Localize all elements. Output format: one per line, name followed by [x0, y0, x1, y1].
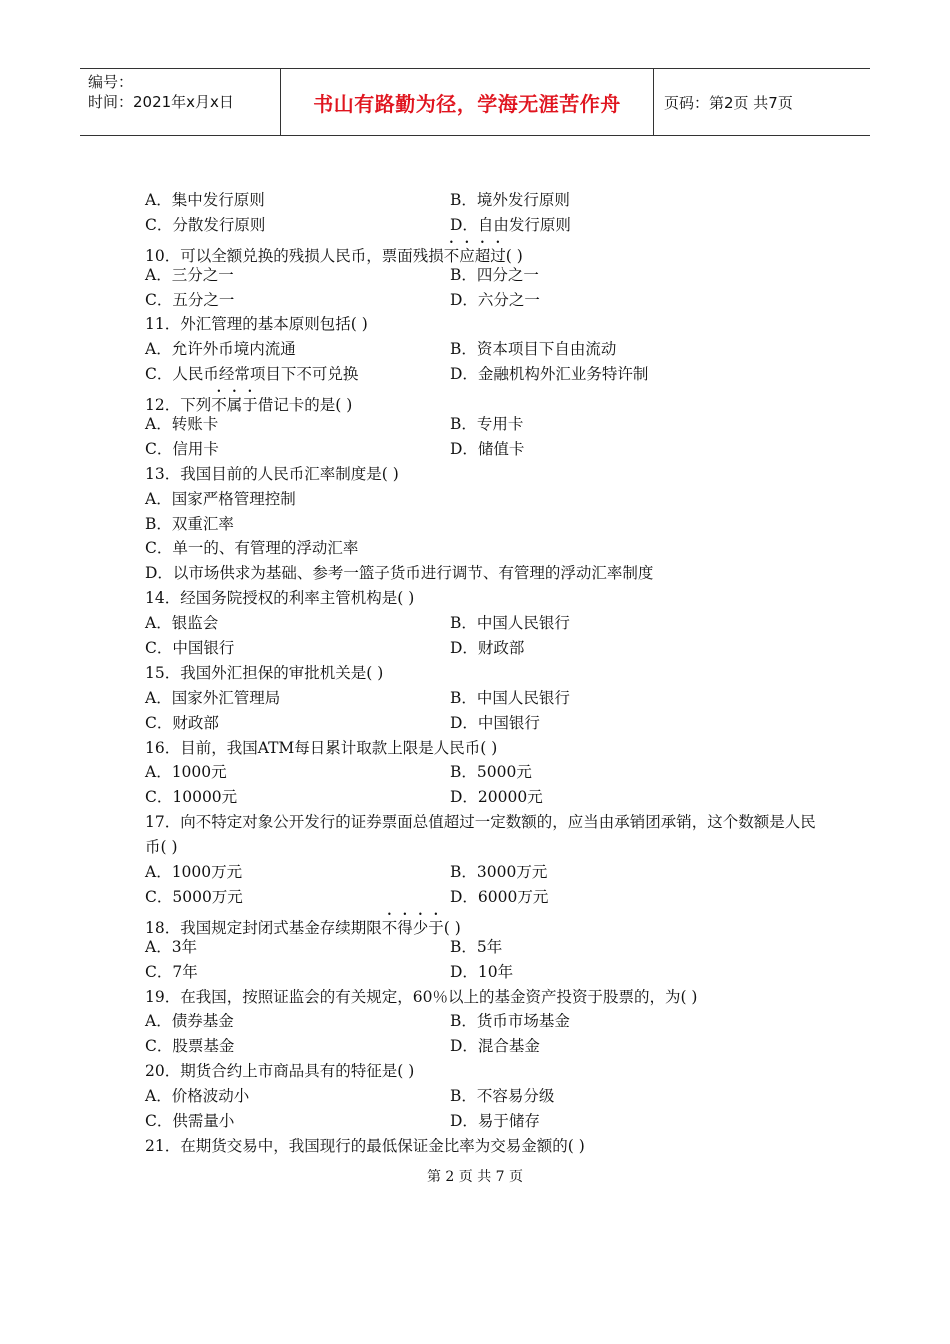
- option-text: D．六分之一: [450, 290, 540, 309]
- time-label: 时间：2021年x月x日: [88, 93, 234, 111]
- option-row: [145, 611, 825, 636]
- option-text: C．10000元: [145, 788, 238, 807]
- option-text: D．中国银行: [450, 713, 540, 732]
- emphasized-text: 不应超过: [443, 246, 506, 265]
- option-text: C．单一的、有管理的浮动汇率: [145, 539, 359, 558]
- option-row: [145, 860, 825, 885]
- option-text: B．不容易分级: [450, 1087, 555, 1106]
- option-row: [145, 213, 825, 238]
- question-stem: [145, 661, 825, 686]
- option-row: [145, 636, 825, 661]
- option-text: C．股票基金: [145, 1037, 235, 1056]
- footer-page-number: 第 2 页 共 7 页: [426, 1169, 524, 1185]
- option-text: D．以市场供求为基础、参考一篮子货币进行调节、有管理的浮动汇率制度: [145, 564, 654, 583]
- stem-text: 14．经国务院授权的利率主管机构是( ): [145, 589, 415, 608]
- question-stem: [145, 387, 825, 415]
- question-list: [145, 188, 825, 1159]
- option-text: B．货币市场基金: [450, 1012, 570, 1031]
- option-row: [145, 412, 825, 437]
- stem-text: 18．我国规定封闭式基金存续期限: [145, 918, 382, 937]
- option-text: D．20000元: [450, 788, 543, 807]
- option-text: C．中国银行: [145, 639, 235, 658]
- option-row: [145, 711, 825, 736]
- stem-text: 17．向不特定对象公开发行的证券票面总值超过一定数额的，应当由承销团承销，这个数额是人民币( ): [145, 813, 816, 857]
- option-text: B．中国人民银行: [450, 614, 570, 633]
- stem-text: 20．期货合约上市商品具有的特征是( ): [145, 1062, 415, 1081]
- option-text: B．专用卡: [450, 415, 524, 434]
- option-text: D．自由发行原则: [450, 215, 571, 234]
- motto: 书山有路勤为径，学海无涯苦作舟: [313, 91, 621, 116]
- option-row: [145, 935, 825, 960]
- option-row: [145, 337, 825, 362]
- option-text: C．财政部: [145, 713, 219, 732]
- option-text: B．资本项目下自由流动: [450, 340, 617, 359]
- option-row: [145, 686, 825, 711]
- option-text: C．五分之一: [145, 290, 235, 309]
- option-text: A．1000万元: [145, 863, 243, 882]
- question-stem: [145, 1059, 825, 1084]
- option-text: B．境外发行原则: [450, 191, 570, 209]
- option-text: A．转账卡: [145, 415, 219, 434]
- question-stem: [145, 238, 825, 263]
- question-stem: [145, 736, 825, 761]
- question-stem: [145, 810, 825, 860]
- option-row: [145, 188, 825, 213]
- emphasized-text: 不得少于: [381, 918, 444, 937]
- serial-label: 编号：: [88, 73, 134, 91]
- stem-text: 19．在我国，按照证监会的有关规定，60％以上的基金资产投资于股票的，为( ): [145, 987, 698, 1006]
- option-text: C．供需量小: [145, 1111, 235, 1130]
- stem-text: ( ): [443, 918, 461, 937]
- option-text: D．财政部: [450, 639, 525, 658]
- option-text: B．5年: [450, 937, 503, 956]
- header-meta: [80, 69, 281, 135]
- option-text: D．混合基金: [450, 1037, 540, 1056]
- option-text: A．国家外汇管理局: [145, 688, 281, 707]
- stem-text: 借记卡的是( ): [257, 396, 353, 415]
- option-row: [145, 288, 825, 313]
- option-text: B．中国人民银行: [450, 688, 570, 707]
- option-text: C．信用卡: [145, 439, 219, 458]
- option-text: A．1000元: [145, 763, 227, 782]
- question-stem: [145, 910, 825, 935]
- stem-text: 21．在期货交易中，我国现行的最低保证金比率为交易金额的( ): [145, 1136, 585, 1155]
- option-row: [145, 785, 825, 810]
- option-row: [145, 1009, 825, 1034]
- option-text: C．分散发行原则: [145, 215, 266, 234]
- header-page-code: [664, 69, 793, 135]
- option-row: [145, 1084, 825, 1109]
- option-row: [145, 437, 825, 462]
- emphasized-text: 不属于: [211, 396, 258, 415]
- option-text: A．3年: [145, 937, 198, 956]
- option-text: C．人民币经常项目下不可兑换: [145, 365, 359, 384]
- question-stem: [145, 586, 825, 611]
- option-text: A．允许外币境内流通: [145, 340, 296, 359]
- stem-text: 13．我国目前的人民币汇率制度是( ): [145, 464, 399, 483]
- option-row: [145, 263, 825, 288]
- option-text: D．储值卡: [450, 439, 525, 458]
- stem-text: 11．外汇管理的基本原则包括( ): [145, 315, 368, 334]
- stem-text: 12．下列: [145, 396, 212, 415]
- option-text: B．四分之一: [450, 265, 539, 284]
- option-text: A．银监会: [145, 614, 219, 633]
- stem-text: ( ): [505, 246, 523, 265]
- stem-text: 16．目前，我国ATM每日累计取款上限是人民币( ): [145, 738, 498, 757]
- option-text: C．7年: [145, 962, 198, 981]
- option-text: D．金融机构外汇业务特许制: [450, 365, 649, 384]
- option-text: D．易于储存: [450, 1111, 540, 1130]
- question-stem: [145, 312, 825, 337]
- option-text: D．10年: [450, 962, 514, 981]
- option-row: [145, 1034, 825, 1059]
- option-row: [145, 885, 825, 910]
- page-code: 页码：第2页 共7页: [664, 93, 793, 112]
- option-text: A．集中发行原则: [145, 191, 265, 209]
- question-stem: [145, 1134, 825, 1159]
- option-row: [145, 760, 825, 785]
- option-row: [145, 960, 825, 985]
- option-text: B．5000元: [450, 763, 532, 782]
- option-text: A．国家严格管理控制: [145, 489, 296, 508]
- stem-text: 15．我国外汇担保的审批机关是( ): [145, 663, 384, 682]
- page-footer: [0, 1166, 950, 1186]
- option-text: B．3000万元: [450, 863, 548, 882]
- option-text: A．三分之一: [145, 265, 234, 284]
- option-row: [145, 362, 825, 387]
- option-row: [145, 1109, 825, 1134]
- option-text: D．6000万元: [450, 887, 549, 906]
- option-text: C．5000万元: [145, 887, 243, 906]
- page-header: [80, 68, 870, 136]
- option-text: A．价格波动小: [145, 1087, 250, 1106]
- header-motto-cell: [281, 69, 654, 135]
- stem-text: 10．可以全额兑换的残损人民币，票面残损: [145, 246, 444, 265]
- question-stem: [145, 462, 825, 487]
- option-text: B．双重汇率: [145, 514, 234, 533]
- question-stem: [145, 985, 825, 1010]
- option-text: A．债券基金: [145, 1012, 234, 1031]
